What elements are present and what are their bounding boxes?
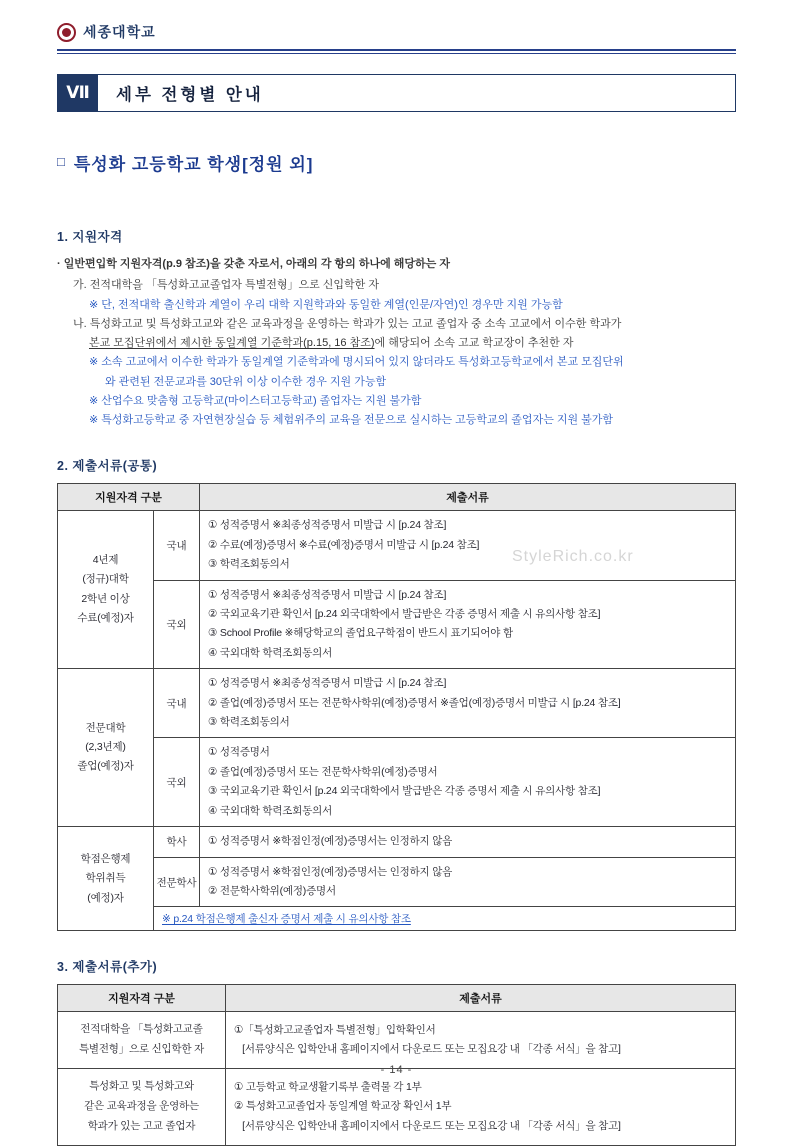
text-line: 전적대학을 「특성화고교졸 xyxy=(80,1023,203,1036)
dot-bullet-icon: · xyxy=(57,258,61,270)
table-row xyxy=(58,1069,736,1146)
text-line: (정규)대학 xyxy=(82,573,129,586)
text-line: 4년제 xyxy=(92,553,119,566)
qualification-item-na-line2 xyxy=(57,334,736,353)
text-line: ② 졸업(예정)증명서 또는 전문학사학위(예정)증명서 xyxy=(208,765,438,778)
text-line: 졸업(예정)자 xyxy=(77,760,134,773)
text-line: 학과가 있는 고교 졸업자 xyxy=(87,1120,196,1133)
documents-cell xyxy=(200,669,736,738)
text-line: 수료(예정)자 xyxy=(77,612,134,625)
text-line: ① 성적증명서 ※학점인정(예정)증명서는 인정하지 않음 xyxy=(208,835,453,848)
table-row xyxy=(58,1012,736,1069)
table-row xyxy=(58,511,736,580)
table-header-row xyxy=(58,985,736,1012)
page-title-text: 특성화 고등학교 학생[정원 외] xyxy=(73,155,314,174)
text-line: ④ 국외대학 학력조회동의서 xyxy=(208,804,333,817)
text-line: ② 국외교육기관 확인서 [p.24 외국대학에서 발급받은 각종 증명서 제출 시 유의사항 참조] xyxy=(208,607,601,620)
common-documents-table xyxy=(57,483,736,931)
text-line: 특별전형」으로 신입학한 자 xyxy=(78,1043,205,1056)
region-cell: 국내 xyxy=(154,511,200,580)
university-emblem-icon xyxy=(57,23,76,42)
text-line: ③ 학력조회동의서 xyxy=(208,716,290,729)
group-label-cell xyxy=(58,1069,226,1146)
text-line: 2학년 이상 xyxy=(81,592,130,605)
section2-heading: 2. 제출서류(공통) xyxy=(57,459,158,474)
text-line: 특성화고 및 특성화고와 xyxy=(89,1080,194,1093)
page-header xyxy=(57,22,736,54)
text-line: ① 성적증명서 ※최종성적증명서 미발급 시 [p.24 참조] xyxy=(208,588,447,601)
text-line: ① 고등학교 학교생활기록부 출력물 각 1부 xyxy=(234,1081,422,1094)
table-row xyxy=(58,669,736,738)
section-number: Ⅶ xyxy=(58,75,98,111)
table-row xyxy=(58,907,736,931)
section3-heading: 3. 제출서류(추가) xyxy=(57,960,158,975)
table-row xyxy=(58,580,736,669)
group-label-cell xyxy=(58,1012,226,1069)
table-row xyxy=(58,827,736,857)
text-line: ② 졸업(예정)증명서 또는 전문학사학위(예정)증명서 ※졸업(예정)증명서 미발급 시 [p.24 참조] xyxy=(208,696,621,709)
table-row xyxy=(58,857,736,907)
text-line: ① 성적증명서 ※학점인정(예정)증명서는 인정하지 않음 xyxy=(208,865,453,878)
square-bullet-icon: □ xyxy=(57,154,66,169)
qualification-note-na2: ※ 산업수요 맞춤형 고등학교(마이스터고등학교) 졸업자는 지원 불가함 xyxy=(89,394,422,407)
text-line: ③ 학력조회동의서 xyxy=(208,558,290,571)
section1-heading: 1. 지원자격 xyxy=(57,230,123,244)
documents-cell xyxy=(200,827,736,857)
region-cell: 국외 xyxy=(154,738,200,827)
qualification-item-ga: 가. 전적대학을 「특성화고교졸업자 특별전형」으로 신입학한 자 xyxy=(73,279,379,292)
qualification-intro-text: 일반편입학 지원자격(p.9 참조)을 갖춘 자로서, 아래의 각 항의 하나에 해당하는 자 xyxy=(63,258,450,270)
qualification-intro xyxy=(57,255,736,274)
documents-cell xyxy=(226,1069,736,1146)
documents-cell xyxy=(200,857,736,907)
documents-cell xyxy=(200,511,736,580)
text-line: ③ 국외교육기관 확인서 [p.24 외국대학에서 발급받은 각종 증명서 제출 시 유의사항 참조] xyxy=(208,785,601,798)
text-line: ①「특성화고교졸업자 특별전형」입학확인서 xyxy=(234,1023,436,1036)
text-line: ① 성적증명서 ※최종성적증명서 미발급 시 [p.24 참조] xyxy=(208,519,447,532)
underlined-criteria-text: 본교 모집단위에서 제시한 동일계열 기준학과(p.15, 16 참조) xyxy=(89,337,375,349)
degree-type-cell: 전문학사 xyxy=(154,857,200,907)
region-cell: 국내 xyxy=(154,669,200,738)
qualification-note-na1-line2: 와 관련된 전문교과를 30단위 이상 이수한 경우 지원 가능함 xyxy=(105,375,387,388)
page-number: - 14 - xyxy=(380,1064,413,1076)
group-label-cell xyxy=(58,669,154,827)
table-header-row xyxy=(58,484,736,511)
documents-cell xyxy=(200,738,736,827)
qualification-item-na-line1: 나. 특성화고교 및 특성화고교와 같은 교육과정을 운영하는 학과가 있는 고교 졸업자 중 소속 고교에서 이수한 학과가 xyxy=(73,317,622,330)
documents-cell xyxy=(200,580,736,669)
text-line: 같은 교육과정을 운영하는 xyxy=(84,1100,199,1113)
university-logo-row xyxy=(57,22,736,42)
text-line: (예정)자 xyxy=(87,891,124,904)
documents-cell xyxy=(226,1012,736,1069)
group-label-cell xyxy=(58,511,154,669)
text-line: 전문대학 xyxy=(85,721,126,734)
table-footnote-cell: ※ p.24 학점은행제 출신자 증명서 제출 시 유의사항 참조 xyxy=(154,907,736,931)
page-title xyxy=(57,150,736,175)
header-divider-thick xyxy=(57,49,736,51)
column-header-docs: 제출서류 xyxy=(200,484,736,511)
header-divider-thin xyxy=(57,53,736,54)
group-label-cell xyxy=(58,827,154,931)
qualification-note-na3: ※ 특성화고등학교 중 자연현장실습 등 체험위주의 교육을 전문으로 실시하는 고등학교의 졸업자는 지원 불가함 xyxy=(89,414,614,426)
section-banner xyxy=(57,74,736,112)
text-line: ① 성적증명서 xyxy=(208,746,270,759)
text-line: [서류양식은 입학안내 홈페이지에서 다운로드 또는 모집요강 내 「각종 서식」을 참고] xyxy=(234,1119,621,1132)
criteria-rest-text: 에 해당되어 소속 고교 학교장이 추천한 자 xyxy=(374,337,574,349)
column-header-group: 지원자격 구분 xyxy=(58,985,226,1012)
text-line: ② 수료(예정)증명서 ※수료(예정)증명서 미발급 시 [p.24 참조] xyxy=(208,538,480,551)
text-line: ② 특성화고교졸업자 동일계열 학교장 확인서 1부 xyxy=(234,1100,452,1113)
text-line: ② 전문학사학위(예정)증명서 xyxy=(208,885,336,897)
text-line: (2,3년제) xyxy=(85,740,126,753)
qualification-note-ga: ※ 단, 전적대학 출신학과 계열이 우리 대학 지원학과와 동일한 계열(인문/자연)인 경우만 지원 가능함 xyxy=(89,298,563,311)
text-line: 학점은행제 xyxy=(80,852,131,865)
watermark: StyleRich.co.kr xyxy=(512,548,634,565)
section-banner-title: 세부 전형별 안내 xyxy=(116,86,264,104)
text-line: ③ School Profile ※해당학교의 졸업요구학점이 반드시 표기되어야 함 xyxy=(208,627,513,640)
region-cell: 국외 xyxy=(154,580,200,669)
degree-type-cell: 학사 xyxy=(154,827,200,857)
table-row xyxy=(58,738,736,827)
university-name: 세종대학교 xyxy=(83,24,156,40)
text-line: [서류양식은 입학안내 홈페이지에서 다운로드 또는 모집요강 내 「각종 서식」을 참고] xyxy=(234,1043,621,1056)
qualification-note-na1-line1: ※ 소속 고교에서 이수한 학과가 동일계열 기준학과에 명시되어 있지 않더라도 특성화고등학교에서 본교 모집단위 xyxy=(89,356,624,369)
text-line: ① 성적증명서 ※최종성적증명서 미발급 시 [p.24 참조] xyxy=(208,677,447,690)
column-header-group: 지원자격 구분 xyxy=(58,484,200,511)
text-line: ④ 국외대학 학력조회동의서 xyxy=(208,646,333,659)
column-header-docs: 제출서류 xyxy=(226,985,736,1012)
text-line: 학위취득 xyxy=(85,872,126,885)
